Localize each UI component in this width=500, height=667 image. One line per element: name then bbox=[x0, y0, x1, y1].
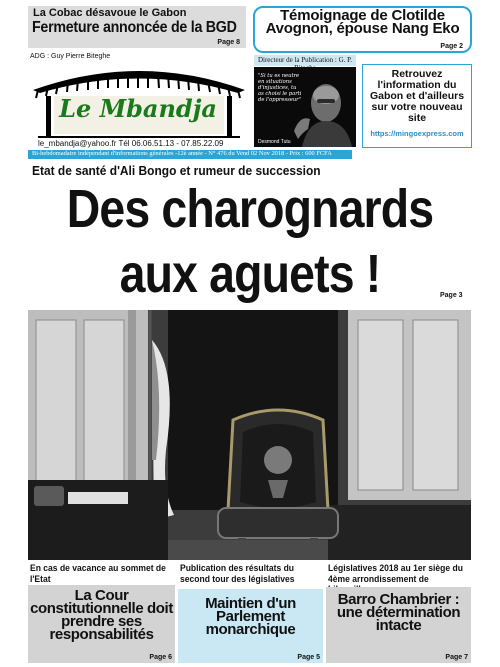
teaser-barro-chambrier[interactable] bbox=[326, 563, 471, 663]
teaser-box bbox=[326, 587, 471, 663]
teaser-kicker: Publication des résultats du second tour des législatives bbox=[180, 563, 295, 585]
promo-text: Retrouvez l'information du Gabon et d'ailleurs sur votre nouveau site bbox=[369, 68, 465, 124]
teaser-constitutional-court[interactable] bbox=[28, 563, 175, 663]
teaser-headline: Fermeture annoncée de la BGD bbox=[32, 19, 237, 36]
page-reference: Page 5 bbox=[297, 654, 320, 661]
lead-headline-line1[interactable]: Des charognards bbox=[66, 179, 434, 239]
director-text: Directeur de la Publication : G. P. bbox=[257, 56, 353, 64]
issue-info-strip bbox=[28, 150, 352, 159]
lead-headline-line2[interactable]: aux aguets ! bbox=[119, 244, 381, 304]
page-reference: Page 7 bbox=[445, 654, 468, 661]
teaser-headline: Témoignage de Clotilde Avognon, épouse Nang Eko bbox=[265, 7, 460, 37]
teaser-testimony[interactable] bbox=[253, 6, 472, 53]
issue-info: Bi-hebdomadaire indépendant d'informations générales -12è année - N° 476 du Vend 02 Nov 2018 - Prix : 600 FCFA bbox=[32, 150, 332, 157]
page-reference: Page 6 bbox=[149, 654, 172, 661]
masthead-logo[interactable] bbox=[28, 60, 250, 140]
quote-photo bbox=[254, 67, 356, 147]
teaser-kicker: En cas de vacance au sommet de l'Etat bbox=[30, 563, 166, 585]
lead-kicker: Etat de santé d'Ali Bongo et rumeur de succession bbox=[32, 163, 321, 178]
teaser-bgd-closure[interactable] bbox=[28, 6, 246, 48]
quote-author: Desmond Tutu bbox=[258, 139, 291, 145]
teaser-headline: La Cour constitutionnelle doit prendre ses responsabilités bbox=[30, 587, 173, 643]
logo-text: Le Mbandja bbox=[59, 94, 217, 123]
empty-chair-image bbox=[28, 310, 471, 560]
teaser-box bbox=[178, 589, 323, 663]
website-link[interactable]: https://mingoexpress.com bbox=[370, 129, 464, 138]
page-reference: Page 2 bbox=[440, 43, 463, 50]
director-banner bbox=[254, 55, 356, 66]
teaser-kicker: La Cobac désavoue le Gabon bbox=[33, 7, 187, 19]
teaser-box bbox=[28, 585, 175, 663]
website-promo[interactable] bbox=[362, 64, 472, 148]
adg-credit: ADG : Guy Pierre Biteghe bbox=[30, 53, 111, 60]
teaser-headline: Barro Chambrier : une détermination intacte bbox=[336, 591, 461, 634]
contact-info: le_mbandja@yahoo.fr Tél 06.06.51.13 - 07.85.22.09 bbox=[38, 139, 224, 148]
teaser-parliament[interactable] bbox=[178, 563, 323, 663]
teaser-kicker: Législatives 2018 au 1er siège du 4ème arrondissement de bbox=[328, 563, 463, 585]
lead-page-reference: Page 3 bbox=[440, 292, 463, 299]
teaser-headline: Maintien d'un Parlement monarchique bbox=[205, 595, 296, 638]
page-reference: Page 8 bbox=[217, 39, 240, 46]
quote-text: "Si tu es neutre en situations d'injustices, tu as choisi le parti de l'oppresseur" bbox=[258, 73, 302, 103]
main-photo bbox=[28, 310, 471, 560]
